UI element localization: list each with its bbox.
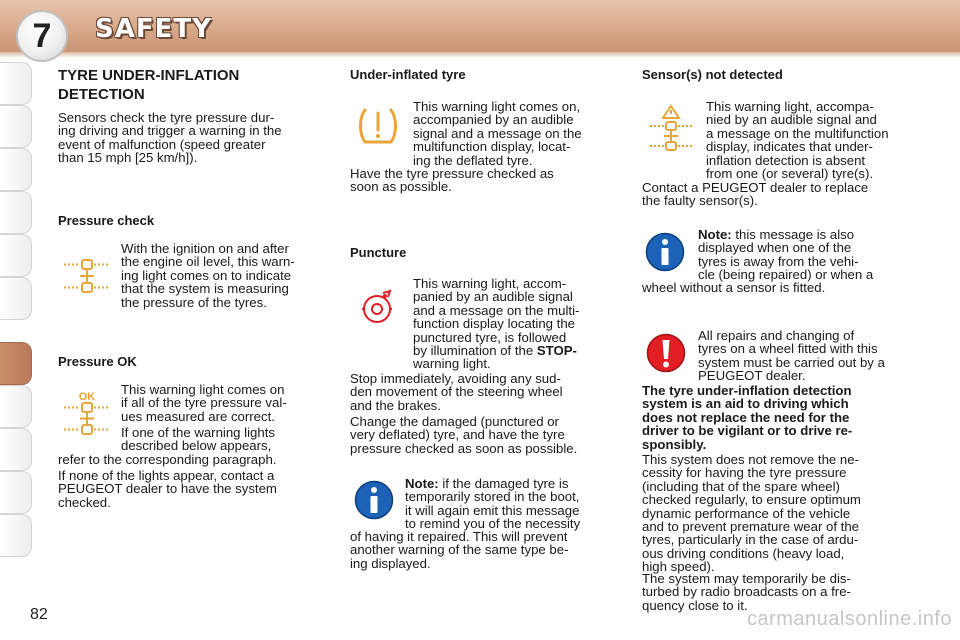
tyre-pressure-warning-icon [356, 104, 400, 148]
sensor-text: This warning light, accompa- nied by an audible signal and a message on the multifunction display, indicates that under- inflation detection is absent from one (or several) tyre(s). [706, 99, 889, 182]
chapter-tab-2[interactable] [0, 105, 32, 148]
under-inflated-text: This warning light comes on, accompanied by an audible signal and a message on the multifunction display, locat- ing the deflated tyre. [413, 99, 582, 168]
pressure-ok-text-3: refer to the corresponding paragraph. [58, 452, 277, 467]
page-number: 82 [30, 606, 48, 623]
chapter-tab-1[interactable] [0, 62, 32, 105]
tyre-ok-icon [62, 390, 112, 436]
chapter-tab-8[interactable] [0, 385, 32, 428]
chapter-number-badge: 7 [16, 10, 68, 62]
info-icon [645, 231, 685, 273]
exclamation-icon [646, 332, 686, 374]
driver-aid-warning: The tyre under-inflation detection system is an aid to driving which does not replace the need for the driver to be vigilant or to drive re- sponsibly. [642, 383, 853, 452]
pressure-ok-text-2: If one of the warning lights described below appears, [121, 425, 275, 454]
repairs-text: All repairs and changing of tyres on a wheel fitted with this system must be carried out by a PEUGEOT dealer. [698, 328, 885, 384]
sensor-note-cont: wheel without a sensor is fitted. [642, 280, 826, 295]
chapter-tab-11[interactable] [0, 514, 32, 557]
puncture-note: Note: if the damaged tyre is temporarily stored in the boot, it will again emit this message to remind you of the necessity [405, 476, 581, 532]
pressure-ok-text-4: If none of the lights appear, contact a PEUGEOT dealer to have the system checked. [58, 468, 277, 510]
radio-interference-text: The system may temporarily be dis- turbed by radio broadcasts on a fre- quency close to it. [642, 571, 851, 613]
chapter-tab-6[interactable] [0, 277, 32, 320]
under-inflated-heading: Under-inflated tyre [350, 67, 466, 82]
chapter-title: SAFETY [95, 14, 212, 44]
chapter-tab-9[interactable] [0, 428, 32, 471]
watermark: carmanualsonline.info [746, 608, 952, 630]
chapter-tab-10[interactable] [0, 471, 32, 514]
pressure-ok-heading: Pressure OK [58, 354, 137, 369]
puncture-text: This warning light, accom- panied by an audible signal and a message on the multi- function display locating the punctured tyre, is followed by illumination of the STOP- warning light. [413, 276, 580, 372]
puncture-note-cont: of having it repaired. This will prevent another warning of the same type be- ing displayed. [350, 529, 569, 571]
pressure-check-heading: Pressure check [58, 213, 155, 228]
puncture-icon [357, 287, 397, 325]
puncture-heading: Puncture [350, 245, 407, 260]
chapter-tab-3[interactable] [0, 148, 32, 191]
stop-immediately-text: Stop immediately, avoiding any sud- den movement of the steering wheel and the brakes. [350, 371, 563, 413]
pressure-ok-text: This warning light comes on if all of the tyre pressure val- ues measured are correct. [121, 382, 287, 424]
header-shadow [0, 52, 960, 58]
section-title: TYRE UNDER-INFLATION DETECTION [58, 67, 240, 103]
intro-paragraph: Sensors check the tyre pressure dur- ing driving and trigger a warning in the event of malfunction (speed greater than 15 mph [25 km/h]). [58, 110, 282, 166]
sensor-heading: Sensor(s) not detected [642, 67, 783, 82]
change-tyre-text: Change the damaged (punctured or very deflated) tyre, and have the tyre pressure checked as soon as possible. [350, 414, 578, 456]
system-limitations-text: This system does not remove the ne- cessity for having the tyre pressure (including that of the spare wheel) checked regularly, to ensure optimum dynamic performance of the vehicle and to prevent premature wear of the tyres, particularly in the case of ardu- ous driving conditions (heavy load, high speed). [642, 452, 861, 575]
chapter-tab-7-active[interactable] [0, 342, 32, 385]
chapter-tab-5[interactable] [0, 234, 32, 277]
sensor-absent-icon [648, 104, 694, 152]
tyre-sensor-icon [62, 258, 112, 294]
chapter-tabs [0, 62, 34, 582]
sensor-advice: Contact a PEUGEOT dealer to replace the faulty sensor(s). [642, 180, 869, 209]
chapter-tab-4[interactable] [0, 191, 32, 234]
under-inflated-advice: Have the tyre pressure checked as soon as possible. [350, 166, 554, 195]
sensor-note: Note: this message is also displayed when one of the tyres is away from the vehi- cle (being repaired) or when a [698, 227, 874, 283]
svg-text:OK: OK [78, 391, 96, 403]
info-icon [354, 479, 394, 521]
pressure-check-text: With the ignition on and after the engine oil level, this warn- ing light comes on to indicate that the system is measuring the pressure of the tyres. [121, 241, 295, 310]
